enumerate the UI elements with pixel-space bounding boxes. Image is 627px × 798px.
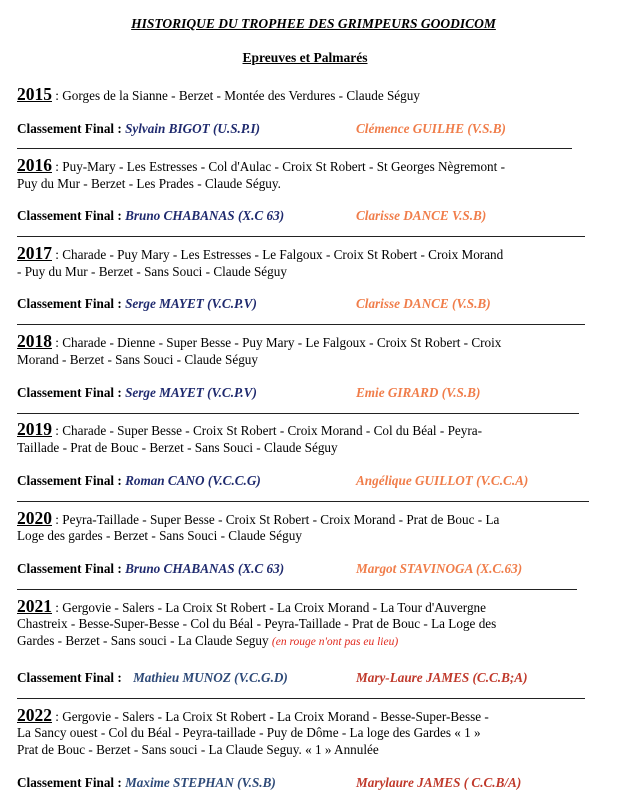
winner-women: Clémence GUILHE (V.S.B) — [356, 121, 506, 136]
classement-2016 — [17, 208, 284, 224]
classement-label: Classement Final : — [17, 670, 122, 685]
separator — [17, 501, 589, 502]
classement-label: Classement Final : — [17, 473, 122, 488]
classement-label: Classement Final : — [17, 296, 122, 311]
classement-label: Classement Final : — [17, 121, 122, 136]
season-year: 2021 — [17, 596, 52, 616]
separator — [17, 413, 579, 414]
route-line: Prat de Bouc - Berzet - Sans souci - La Claude Seguy. « 1 » Annulée — [17, 742, 379, 757]
route-line: Taillade - Prat de Bouc - Berzet - Sans Souci - Claude Séguy — [17, 440, 338, 455]
winner-women: Emie GIRARD (V.S.B) — [356, 385, 481, 400]
season-year: 2022 — [17, 705, 52, 725]
season-2015: 2015 : Gorges de la Sianne - Berzet - Montée des Verdures - Claude Séguy — [17, 84, 420, 104]
classement-2022 — [17, 775, 276, 791]
classement-label: Classement Final : — [17, 775, 122, 790]
separator — [17, 324, 585, 325]
cancelled-note: (en rouge n'ont pas eu lieu) — [271, 636, 399, 648]
classement-2021 — [17, 670, 288, 686]
classement-2015 — [17, 121, 260, 137]
separator — [17, 589, 577, 590]
season-2017: 2017 : Charade - Puy Mary - Les Estresses - Le Falgoux - Croix St Robert - Croix Morand — [17, 243, 504, 263]
route-line: Puy-Mary - Les Estresses - Col d'Aulac - Croix St Robert - St Georges Nègremont - — [62, 159, 506, 174]
season-2020: 2020 : Peyra-Taillade - Super Besse - Croix St Robert - Croix Morand - Prat de Bouc - La — [17, 508, 500, 528]
winner-men: Roman CANO (V.C.C.G) — [125, 473, 261, 488]
winner-men: Bruno CHABANAS (X.C 63) — [125, 561, 285, 576]
winner-men: Maxime STEPHAN (V.S.B) — [125, 775, 276, 790]
separator — [17, 698, 585, 699]
separator — [17, 148, 572, 149]
classement-label: Classement Final : — [17, 385, 122, 400]
season-year: 2020 — [17, 508, 52, 528]
season-year: 2017 — [17, 243, 52, 263]
route-line-with-note — [17, 632, 398, 651]
season-2021: 2021 : Gergovie - Salers - La Croix St Robert - La Croix Morand - La Tour d'Auvergne — [17, 596, 486, 616]
classement-label: Classement Final : — [17, 208, 122, 223]
document-subtitle: Epreuves et Palmarés — [242, 50, 368, 65]
classement-2017 — [17, 296, 257, 312]
season-year: 2016 — [17, 155, 52, 175]
classement-label: Classement Final : — [17, 561, 122, 576]
classement-2019 — [17, 473, 261, 489]
route-line: Puy du Mur - Berzet - Les Prades - Claude Séguy. — [17, 176, 281, 191]
winner-men: Mathieu MUNOZ (V.C.G.D) — [133, 670, 288, 685]
winner-women: Marylaure JAMES ( C.C.B/A) — [356, 775, 522, 790]
route-line: Gergovie - Salers - La Croix St Robert - La Croix Morand - Besse-Super-Besse - — [62, 709, 489, 724]
route-line: Peyra-Taillade - Super Besse - Croix St Robert - Croix Morand - Prat de Bouc - La — [62, 512, 500, 527]
season-2022: 2022 : Gergovie - Salers - La Croix St Robert - La Croix Morand - Besse-Super-Besse - — [17, 705, 489, 725]
classement-2018 — [17, 385, 257, 401]
route-line: Gardes - Berzet - Sans souci - La Claude Seguy — [17, 633, 269, 648]
season-year: 2015 — [17, 84, 52, 104]
route-line: Loge des gardes - Berzet - Sans Souci - Claude Séguy — [17, 528, 302, 543]
route-line: Charade - Dienne - Super Besse - Puy Mary - Le Falgoux - Croix St Robert - Croix — [62, 335, 502, 350]
season-year: 2019 — [17, 419, 52, 439]
winner-women: Clarisse DANCE V.S.B) — [356, 208, 487, 223]
winner-women: Mary-Laure JAMES (C.C.B;A) — [356, 670, 528, 685]
route-line: Gergovie - Salers - La Croix St Robert - La Croix Morand - La Tour d'Auvergne — [62, 600, 486, 615]
separator — [17, 236, 585, 237]
winner-men: Sylvain BIGOT (U.S.P.I) — [125, 121, 261, 136]
route-line: Gorges de la Sianne - Berzet - Montée des Verdures - Claude Séguy — [62, 88, 420, 103]
route-line: Morand - Berzet - Sans Souci - Claude Séguy — [17, 352, 258, 367]
season-2016: 2016 : Puy-Mary - Les Estresses - Col d'Aulac - Croix St Robert - St Georges Nègremont - — [17, 155, 506, 175]
route-line: La Sancy ouest - Col du Béal - Peyra-taillade - Puy de Dôme - La loge des Gardes « 1 » — [17, 725, 481, 740]
season-2019: 2019 : Charade - Super Besse - Croix St Robert - Croix Morand - Col du Béal - Peyra- — [17, 419, 482, 439]
winner-men: Bruno CHABANAS (X.C 63) — [125, 208, 285, 223]
route-line: Chastreix - Besse-Super-Besse - Col du Béal - Peyra-Taillade - Prat de Bouc - La Loge des — [17, 616, 497, 631]
route-line: Charade - Super Besse - Croix St Robert - Croix Morand - Col du Béal - Peyra- — [62, 423, 482, 438]
winner-men: Serge MAYET (V.C.P.V) — [125, 296, 257, 311]
season-2018: 2018 : Charade - Dienne - Super Besse - Puy Mary - Le Falgoux - Croix St Robert - Croix — [17, 331, 502, 351]
winner-men: Serge MAYET (V.C.P.V) — [125, 385, 257, 400]
route-line: Charade - Puy Mary - Les Estresses - Le Falgoux - Croix St Robert - Croix Morand — [62, 247, 504, 262]
season-year: 2018 — [17, 331, 52, 351]
classement-2020 — [17, 561, 284, 577]
winner-women: Margot STAVINOGA (X.C.63) — [356, 561, 523, 576]
winner-women: Clarisse DANCE (V.S.B) — [356, 296, 491, 311]
winner-women: Angélique GUILLOT (V.C.C.A) — [356, 473, 529, 488]
document-title: HISTORIQUE DU TROPHEE DES GRIMPEURS GOODICOM — [131, 16, 496, 31]
route-line: - Puy du Mur - Berzet - Sans Souci - Claude Séguy — [17, 264, 287, 279]
